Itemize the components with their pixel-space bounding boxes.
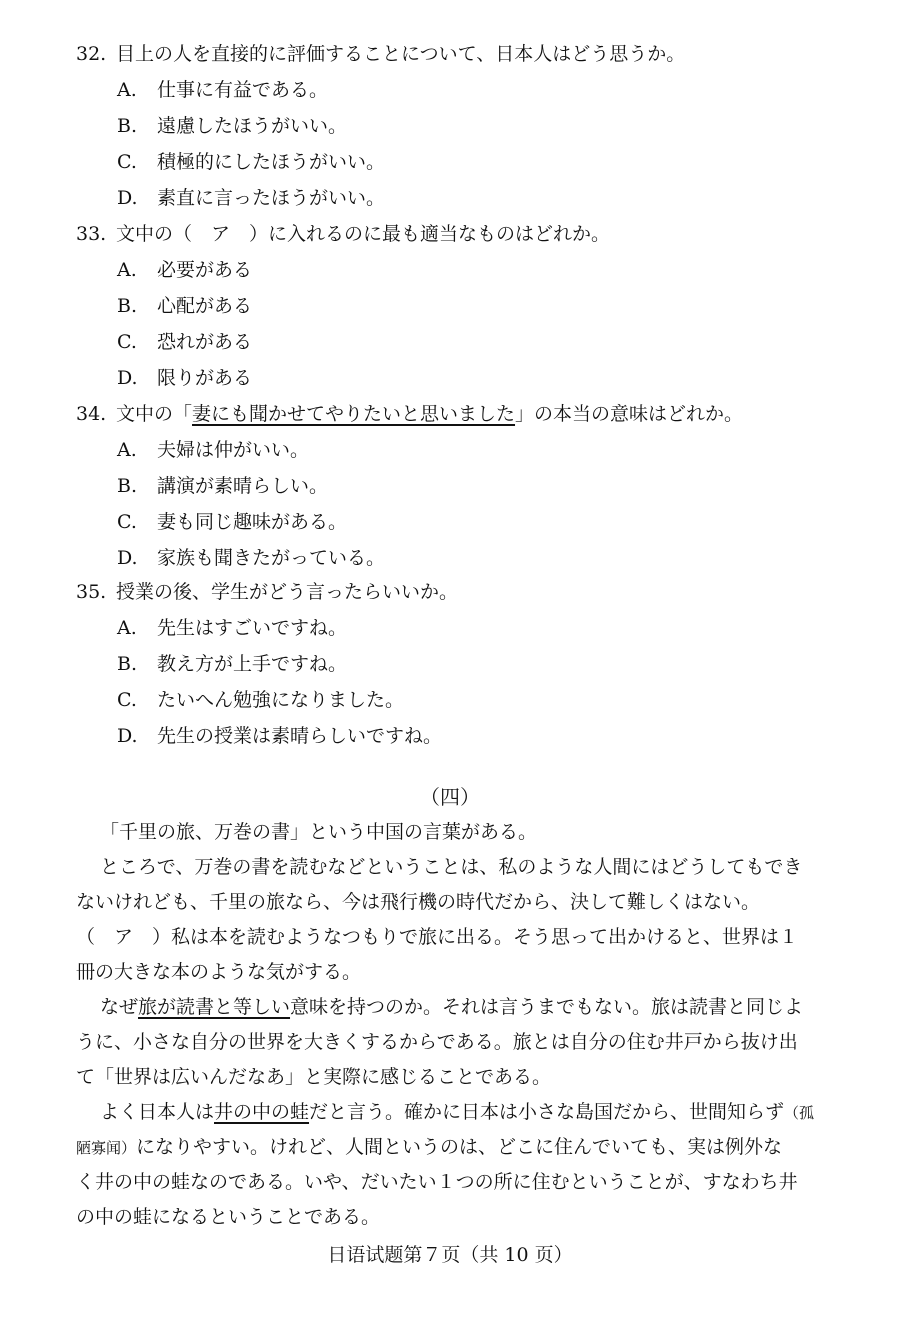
question-33-stem [76, 220, 610, 248]
text-run: になりやすい。けれど、人間というのは、どこに住んでいても、実は例外な [136, 1136, 783, 1158]
option-32-b [117, 112, 347, 140]
underlined-phrase: 妻にも聞かせてやりたいと思いました [192, 403, 516, 425]
option-text: 講演が素晴らしい。 [157, 475, 329, 497]
option-text: たいへん勉強になりました。 [157, 689, 405, 711]
option-letter: A. [117, 259, 137, 281]
underlined-phrase: 旅が読書と等しい [138, 996, 291, 1018]
option-text: 遠慮したほうがいい。 [157, 115, 348, 137]
underlined-phrase: 井の中の蛙 [214, 1101, 310, 1123]
text-run: だと言う。確かに日本は小さな島国だから、世間知らず [309, 1101, 785, 1123]
option-letter: B. [117, 115, 138, 137]
option-letter: D. [117, 367, 138, 389]
option-text: 家族も聞きたがっている。 [157, 547, 386, 569]
passage-p4-line2 [76, 1133, 782, 1162]
option-letter: C. [117, 151, 137, 173]
option-letter: C. [117, 511, 137, 533]
option-letter: D. [117, 547, 138, 569]
chinese-gloss: 陋寡闻） [76, 1139, 137, 1157]
option-letter: A. [117, 617, 137, 639]
option-text: 教え方が上手ですね。 [157, 653, 348, 675]
option-letter: D. [117, 187, 138, 209]
page-footer: 日语试题第７页（共 10 页） [327, 1244, 573, 1266]
passage-p1: 「千里の旅、万巻の書」という中国の言葉がある。 [100, 821, 538, 843]
option-35-c [117, 686, 404, 714]
question-text-post: 」の本当の意味はどれか。 [515, 403, 744, 425]
text-run: なぜ [100, 996, 139, 1018]
option-text: 素直に言ったほうがいい。 [157, 187, 386, 209]
option-letter: D. [117, 725, 138, 747]
option-35-a [117, 614, 347, 642]
option-text: 妻も同じ趣味がある。 [157, 511, 348, 533]
option-letter: B. [117, 295, 138, 317]
passage-p3-line1 [100, 993, 803, 1021]
question-35-stem [76, 578, 458, 606]
text-run: 意味を持つのか。それは言うまでもない。旅は読書と同じよ [290, 996, 804, 1018]
option-text: 仕事に有益である。 [157, 79, 329, 101]
option-letter: A. [117, 79, 137, 101]
question-32-stem [76, 40, 685, 68]
option-text: 先生の授業は素晴らしいですね。 [157, 725, 443, 747]
question-text: 授業の後、学生がどう言ったらいいか。 [116, 581, 459, 603]
option-32-c [117, 148, 385, 176]
option-text: 積極的にしたほうがいい。 [157, 151, 386, 173]
option-33-d [117, 364, 252, 392]
option-text: 恐れがある [157, 331, 253, 353]
option-letter: B. [117, 475, 138, 497]
option-32-a [117, 76, 328, 104]
option-34-a [117, 436, 309, 464]
option-35-b [117, 650, 347, 678]
option-34-c [117, 508, 347, 536]
passage-p2-line1: ところで、万巻の書を読むなどということは、私のような人間にはどうしてもでき [100, 856, 803, 878]
passage-p4-line1 [100, 1098, 814, 1127]
passage-p4-line3: く井の中の蛙なのである。いや、だいたい１つの所に住むということが、すなわち井 [76, 1171, 798, 1193]
question-number: 32. [76, 43, 107, 65]
passage-p4-line4: の中の蛙になるということである。 [76, 1206, 381, 1228]
text-run: よく日本人は [100, 1101, 215, 1123]
option-33-a [117, 256, 252, 284]
passage-p2-line2: ないけれども、千里の旅なら、今は飛行機の時代だから、決して難しくはない。 [76, 891, 761, 913]
option-33-b [117, 292, 252, 320]
option-letter: A. [117, 439, 137, 461]
option-text: 先生はすごいですね。 [157, 617, 348, 639]
option-letter: C. [117, 689, 137, 711]
option-34-b [117, 472, 328, 500]
question-text: 目上の人を直接的に評価することについて、日本人はどう思うか。 [116, 43, 686, 65]
option-text: 心配がある [157, 295, 253, 317]
chinese-gloss: （孤 [784, 1104, 815, 1122]
question-text: 文中の（ ア ）に入れるのに最も適当なものはどれか。 [116, 223, 611, 245]
option-text: 夫婦は仲がいい。 [157, 439, 310, 461]
option-text: 必要がある [157, 259, 253, 281]
question-34-stem [76, 400, 743, 428]
question-number: 35. [76, 581, 107, 603]
passage-p3-line2: うに、小さな自分の世界を大きくするからである。旅とは自分の住む井戸から抜け出 [76, 1031, 798, 1053]
option-letter: B. [117, 653, 138, 675]
question-number: 34. [76, 403, 107, 425]
option-letter: C. [117, 331, 137, 353]
option-34-d [117, 544, 385, 572]
passage-p2-line3: （ ア ）私は本を読むようなつもりで旅に出る。そう思って出かけると、世界は１ [76, 926, 799, 948]
option-33-c [117, 328, 252, 356]
passage-p3-line3: て「世界は広いんだなあ」と実際に感じることである。 [76, 1066, 552, 1088]
question-text-pre: 文中の「 [116, 403, 193, 425]
passage-p2-line4: 冊の大きな本のような気がする。 [76, 961, 362, 983]
option-35-d [117, 722, 442, 750]
section-title: （四） [420, 785, 480, 809]
option-text: 限りがある [157, 367, 253, 389]
question-number: 33. [76, 223, 107, 245]
option-32-d [117, 184, 385, 212]
